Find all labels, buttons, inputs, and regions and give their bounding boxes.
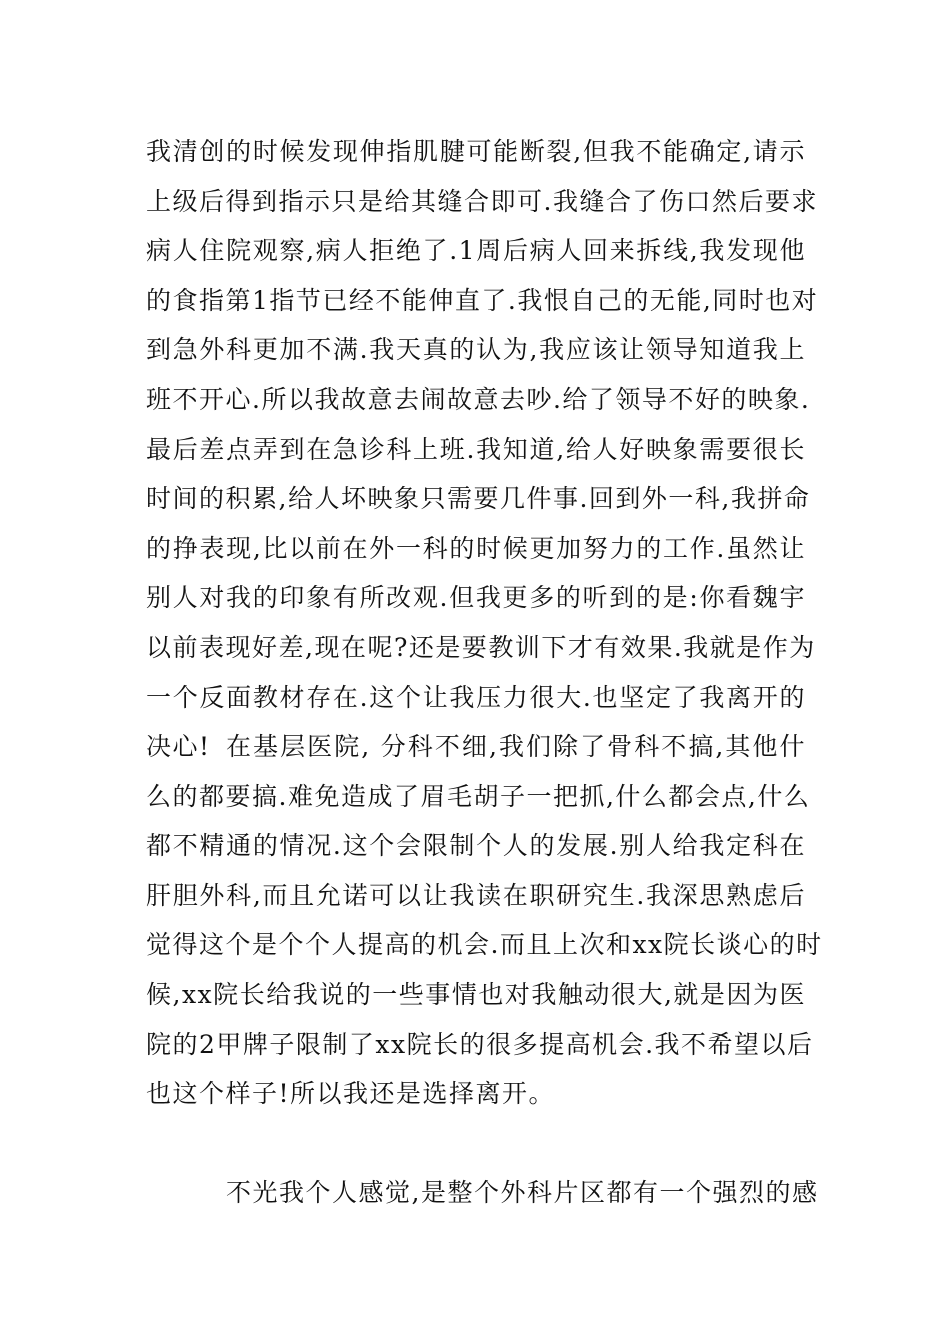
text-line: 决心! bbox=[146, 732, 211, 762]
text-line: 班不开心.所以我故意去闹故意去吵.给了领导不好的映象. bbox=[146, 384, 811, 414]
text-line: 上级后得到指示只是给其缝合即可.我缝合了伤口然后要求 bbox=[146, 186, 818, 216]
text-line: 都不精通的情况.这个会限制个人的发展.别人给我定科在 bbox=[146, 831, 806, 861]
text-line: 我清创的时候发现伸指肌腱可能断裂,但我不能确定,请示 bbox=[146, 137, 806, 166]
text-line: 觉得这个是个个人提高的机会.而且上次和xx院长谈心的时 bbox=[146, 930, 823, 960]
text-line: 在基层医院, 分科不细,我们除了骨科不搞,其他什 bbox=[226, 732, 806, 761]
text-line: 也这个样子!所以我还是选择离开。 bbox=[146, 1079, 556, 1109]
text-line: 最后差点弄到在急诊科上班.我知道,给人好映象需要很长 bbox=[146, 434, 806, 464]
text-line: 时间的积累,给人坏映象只需要几件事.回到外一科,我拼命 bbox=[146, 484, 811, 514]
text-line: 不光我个人感觉,是整个外科片区都有一个强烈的感 bbox=[226, 1178, 819, 1207]
text-line: 的挣表现,比以前在外一科的时候更加努力的工作.虽然让 bbox=[146, 533, 806, 563]
paragraph-1 bbox=[146, 127, 819, 772]
text-line: 到急外科更加不满.我天真的认为,我应该让领导知道我上 bbox=[146, 335, 806, 365]
text-line: 么的都要搞.难免造成了眉毛胡子一把抓,什么都会点,什么 bbox=[146, 781, 811, 811]
text-line: 候,xx院长给我说的一些事情也对我触动很大,就是因为医 bbox=[146, 979, 806, 1009]
text-line: 肝胆外科,而且允诺可以让我读在职研究生.我深思熟虑后 bbox=[146, 880, 806, 910]
text-line: 病人住院观察,病人拒绝了.1周后病人回来拆线,我发现他 bbox=[146, 236, 806, 266]
paragraph-3 bbox=[146, 1168, 819, 1218]
text-line: 院的2甲牌子限制了xx院长的很多提高机会.我不希望以后 bbox=[146, 1029, 814, 1059]
text-line: 别人对我的印象有所改观.但我更多的听到的是:你看魏宇 bbox=[146, 583, 806, 613]
text-line: 一个反面教材存在.这个让我压力很大.也坚定了我离开的 bbox=[146, 682, 806, 712]
text-line: 的食指第1指节已经不能伸直了.我恨自己的无能,同时也对 bbox=[146, 285, 819, 315]
text-line: 以前表现好差,现在呢?还是要教训下才有效果.我就是作为 bbox=[146, 632, 816, 662]
paragraph-2 bbox=[146, 722, 823, 1119]
